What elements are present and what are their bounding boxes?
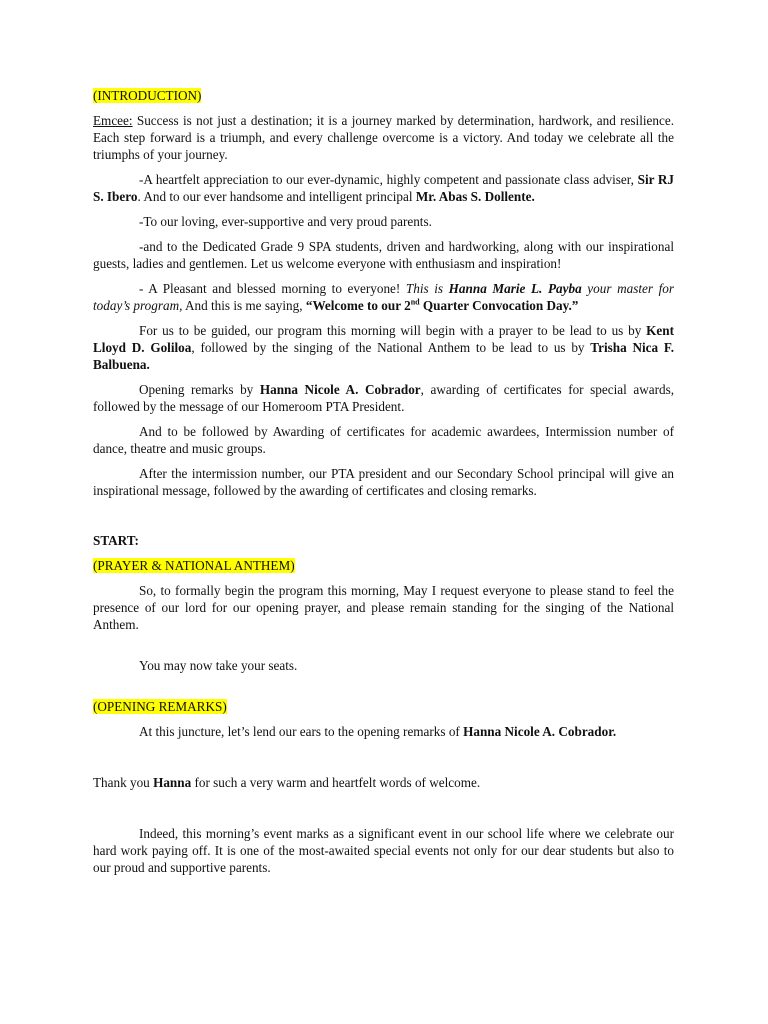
prayer-leader-name: Kent Lloyd D. Goliloa bbox=[93, 323, 674, 355]
greeting-text: - A Pleasant and blessed morning to everyone! bbox=[139, 281, 406, 296]
anthem-lead-text: , followed by the singing of the National Anthem to be lead to us by bbox=[191, 340, 591, 355]
start-label-text: START: bbox=[93, 533, 139, 548]
section-spacer bbox=[93, 641, 674, 657]
introduction-heading-text: (INTRODUCTION) bbox=[93, 88, 202, 103]
section-spacer bbox=[93, 748, 674, 774]
seats-paragraph: You may now take your seats. bbox=[139, 658, 298, 673]
adviser-appreciation-paragraph bbox=[93, 171, 674, 205]
prayer-anthem-heading-text: (PRAYER & NATIONAL ANTHEM) bbox=[93, 558, 295, 573]
opening-remarks-heading-text: (OPENING REMARKS) bbox=[93, 699, 227, 714]
document-page bbox=[93, 87, 674, 884]
start-label bbox=[93, 532, 674, 549]
program-guide-paragraph bbox=[93, 322, 674, 373]
students-paragraph: -and to the Dedicated Grade 9 SPA students, driven and hardworking, along with our inspirational guests, ladies and gentlemen. Let us welcome everyone with enthusiasm and inspiration! bbox=[93, 239, 674, 271]
intermission-paragraph: After the intermission number, our PTA president and our Secondary School principal will give an inspirational message, followed by the awarding of certificates and closing remarks. bbox=[93, 466, 674, 498]
academic-awards-paragraph: And to be followed by Awarding of certificates for academic awardees, Intermission number of dance, theatre and music groups. bbox=[93, 424, 674, 456]
thanks-text: Thank you bbox=[93, 775, 154, 790]
emcee-label: Emcee: bbox=[93, 113, 133, 128]
juncture-speaker: Hanna Nicole A. Cobrador. bbox=[463, 724, 617, 739]
principal-name: Mr. Abas S. Dollente. bbox=[415, 189, 535, 204]
section-spacer bbox=[93, 799, 674, 825]
juncture-paragraph bbox=[93, 723, 674, 740]
welcome-quote bbox=[306, 298, 579, 313]
emcee-paragraph bbox=[93, 112, 674, 163]
master-name: Hanna Marie L. Payba bbox=[448, 281, 582, 296]
welcome-quote-start: “Welcome to our 2 bbox=[305, 298, 411, 313]
adviser-text: -A heartfelt appreciation to our ever-dynamic, highly competent and passionate class adviser, bbox=[139, 172, 638, 187]
parents-paragraph: -To our loving, ever-supportive and very proud parents. bbox=[139, 214, 432, 229]
opening-remarks-heading bbox=[93, 698, 674, 715]
opening-remarks-paragraph bbox=[93, 381, 674, 415]
adviser-name: Sir RJ S. Ibero bbox=[93, 172, 674, 204]
emcee-text: Success is not just a destination; it is a journey marked by determination, hardwork, and resilience. Each step forward is a triumph, and every challenge overcome is a victory. And today we celebrate all the triumphs of your journey. bbox=[93, 113, 674, 162]
ordinal-suffix: nd bbox=[410, 297, 420, 307]
thanks-rest: for such a very warm and heartfelt words of welcome. bbox=[191, 775, 481, 790]
prayer-lead-text: For us to be guided, our program this morning will begin with a prayer to be lead to us by bbox=[139, 323, 647, 338]
section-spacer bbox=[93, 682, 674, 698]
indeed-paragraph: Indeed, this morning’s event marks as a significant event in our school life where we celebrate our hard work paying off. It is one of the most-awaited special events not only for our dear students but also to our proud and supportive parents. bbox=[93, 826, 674, 875]
principal-text: . And to our ever handsome and intelligent principal bbox=[137, 189, 416, 204]
opening-remarks-text: Opening remarks by bbox=[139, 382, 260, 397]
saying-text: And this is me saying, bbox=[182, 298, 306, 313]
awarding-text: , awarding of certificates for special awards, followed by the message of our Homeroom PTA President. bbox=[93, 382, 675, 414]
prayer-paragraph: So, to formally begin the program this morning, May I request everyone to please stand to feel the presence of our lord for our opening prayer, and please remain standing for the singing of the National Anthem. bbox=[93, 583, 674, 632]
greeting-paragraph bbox=[93, 280, 674, 314]
thanks-name: Hanna bbox=[153, 775, 192, 790]
thanks-paragraph bbox=[93, 774, 674, 791]
master-intro-text: This is bbox=[405, 281, 449, 296]
section-spacer bbox=[93, 507, 674, 532]
anthem-leader-name: Trisha Nica F. Balbuena. bbox=[93, 340, 674, 372]
prayer-anthem-heading bbox=[93, 557, 674, 574]
introduction-heading bbox=[93, 87, 674, 104]
welcome-quote-end: Quarter Convocation Day.” bbox=[419, 298, 579, 313]
juncture-text: At this juncture, let’s lend our ears to the opening remarks of bbox=[139, 724, 464, 739]
master-role-text: your master for today’s program, bbox=[93, 281, 674, 313]
opening-remarks-speaker: Hanna Nicole A. Cobrador bbox=[259, 382, 421, 397]
